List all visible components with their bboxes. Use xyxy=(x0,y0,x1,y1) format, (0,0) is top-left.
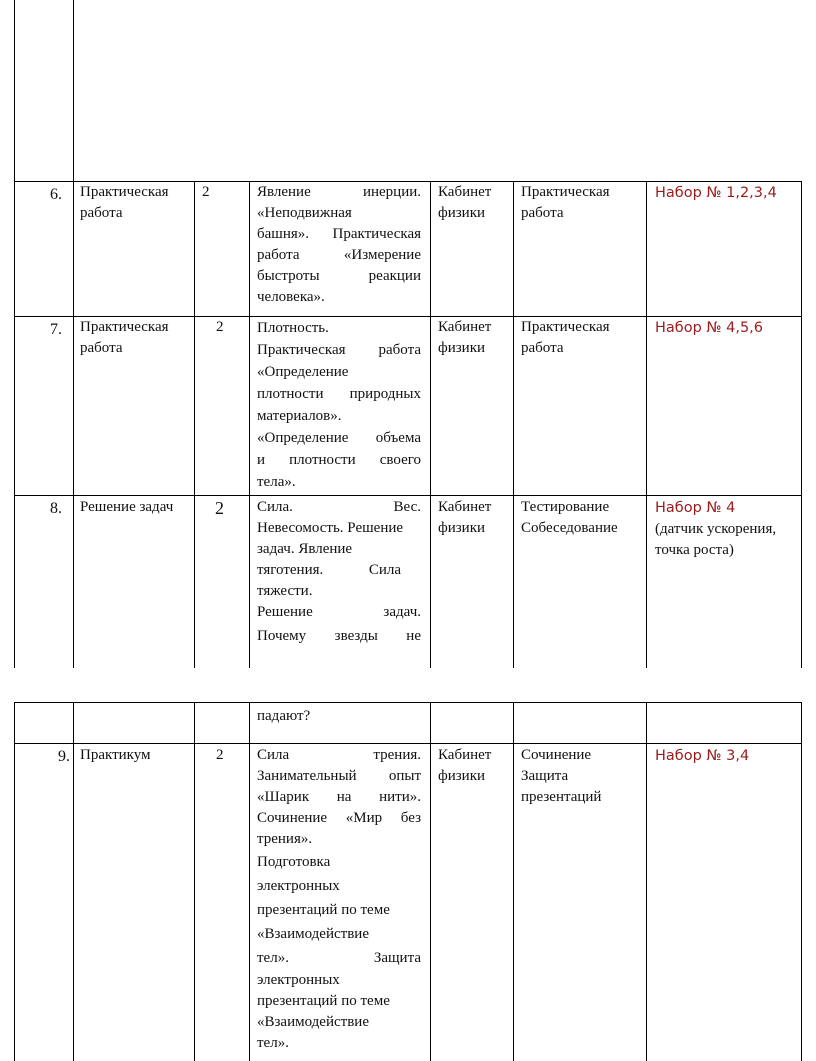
control-cell: Сочинение Защита презентаций xyxy=(521,747,602,805)
form-cell: Решение задач xyxy=(80,499,174,515)
place-cell: Кабинет физики xyxy=(438,319,492,356)
hours-cell: 2 xyxy=(216,319,224,335)
place-cell: Кабинет физики xyxy=(438,499,492,536)
row-number: 7. xyxy=(50,321,62,338)
topic-cell: Явление инерции. «Неподвижная башня». Практическая работа «Измерение быстроты реакции человека». xyxy=(257,184,421,305)
place-cell: Кабинет физики xyxy=(438,184,492,221)
topic-cell: Сила трения. Занимательный опыт «Шарик на нити». Сочинение «Мир без трения». Подготовка электронных презентаций по теме «Взаимодействие тел». Защита электронных презентаций по теме «Взаимодействие тел». xyxy=(257,747,421,1051)
hours-cell: 2 xyxy=(202,184,210,200)
hours-cell: 2 xyxy=(216,747,224,763)
row-number: 8. xyxy=(50,500,62,517)
place-cell: Кабинет физики xyxy=(438,747,492,784)
topic-cell: Сила. Вес. Невесомость. Решение задач. Явление тяготения. Сила тяжести. Решение задач. Почему звезды не xyxy=(257,499,421,644)
row-number: 9. xyxy=(58,748,70,765)
equipment-cell: Набор № 1,2,3,4 xyxy=(655,185,777,201)
control-cell: Практическая работа xyxy=(521,184,610,221)
control-cell: Тестирование Собеседование xyxy=(521,499,618,536)
topic-continuation: падают? xyxy=(257,708,311,724)
form-cell: Практическая работа xyxy=(80,319,169,356)
equipment-cell: Набор № 3,4 xyxy=(655,748,750,764)
row-number: 6. xyxy=(50,186,62,203)
topic-cell: Плотность. Практическая работа «Определение плотности природных материалов». «Определение объема и плотности своего тела». xyxy=(257,320,421,490)
hours-cell: 2 xyxy=(215,498,224,518)
equipment-cell: Набор № 4 (датчик ускорения, точка роста) xyxy=(655,500,777,558)
equipment-cell: Набор № 4,5,6 xyxy=(655,320,763,336)
control-cell: Практическая работа xyxy=(521,319,610,356)
form-cell: Практическая работа xyxy=(80,184,169,221)
form-cell: Практикум xyxy=(80,747,151,763)
